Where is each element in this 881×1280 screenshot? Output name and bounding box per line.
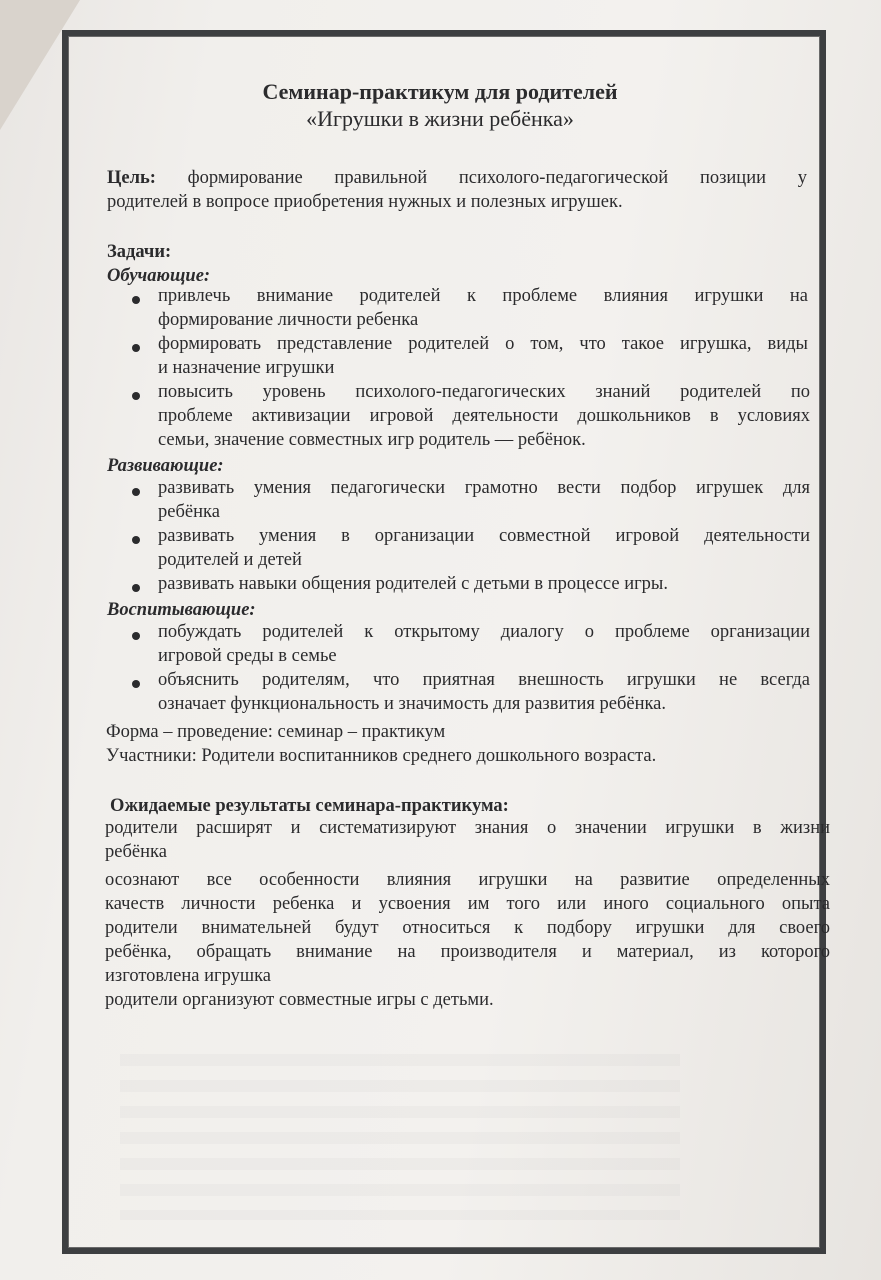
bullet [132, 488, 140, 496]
list-item-line: и назначение игрушки [158, 358, 335, 378]
bullet [132, 632, 140, 640]
list-item-line: побуждать родителей к открытому диалогу о проблеме организации [158, 622, 810, 642]
list-item [158, 620, 810, 668]
list-item-line: повысить уровень психолого-педагогических знаний родителей по [158, 382, 810, 402]
results-line: родители внимательней будут относиться к подбору игрушки для своего [105, 918, 830, 938]
list-item [158, 476, 810, 524]
list-item-line: развивать навыки общения родителей с детьми в процессе игры. [158, 574, 668, 594]
bullet [132, 296, 140, 304]
list-item-line: игровой среды в семье [158, 646, 337, 666]
results-line: ребёнка [105, 842, 167, 862]
list-item-line: формировать представление родителей о том, что такое игрушка, виды [158, 334, 808, 354]
list-item-line: проблеме активизации игровой деятельности дошкольников в условиях [158, 406, 810, 426]
bullet [132, 536, 140, 544]
results-line: родители расширят и систематизируют знания о значении игрушки в жизни [105, 818, 830, 838]
list-item [158, 380, 810, 452]
list-item-line: объяснить родителям, что приятная внешность игрушки не всегда [158, 670, 810, 690]
goal-label: Цель: [107, 168, 156, 188]
bullet [132, 680, 140, 688]
list-item-line: ребёнка [158, 502, 220, 522]
goal-line-1 [107, 166, 807, 190]
bullet [132, 344, 140, 352]
list-item [158, 668, 810, 716]
results-line: изготовлена игрушка [105, 966, 272, 986]
results-line: ребёнка, обращать внимание на производителя и материал, из которого [105, 942, 830, 962]
goal-text-1: формирование правильной психолого-педагогической позиции у [187, 168, 807, 188]
list-item [158, 572, 810, 596]
list-item [158, 332, 808, 380]
list-item [158, 524, 810, 572]
list-item-line: привлечь внимание родителей к проблеме влияния игрушки на [158, 286, 808, 306]
list-item-line: развивать умения в организации совместной игровой деятельности [158, 526, 810, 546]
bullet [132, 392, 140, 400]
group-heading-teaching: Обучающие: [107, 266, 211, 286]
list-item [158, 284, 808, 332]
list-item-line: развивать умения педагогически грамотно вести подбор игрушек для [158, 478, 810, 498]
tasks-heading: Задачи: [107, 242, 172, 262]
results-line: осознают все особенности влияния игрушки на развитие определенных [105, 870, 830, 890]
results-block [105, 816, 830, 1012]
participants-line: Участники: Родители воспитанников среднего дошкольного возраста. [106, 746, 657, 766]
group-heading-developing: Развивающие: [107, 456, 224, 476]
results-line: качеств личности ребенка и усвоения им того или иного социального опыта [105, 894, 830, 914]
group-heading-educating: Воспитывающие: [107, 600, 256, 620]
goal-line-2: родителей в вопросе приобретения нужных и полезных игрушек. [107, 192, 623, 212]
results-line: родители организуют совместные игры с детьми. [105, 990, 494, 1010]
bullet [132, 584, 140, 592]
title-line-2: «Игрушки в жизни ребёнка» [306, 106, 574, 131]
list-item-line: семьи, значение совместных игр родитель — ребёнок. [158, 430, 586, 450]
title-line-1: Семинар-практикум для родителей [262, 79, 618, 104]
list-item-line: родителей и детей [158, 550, 302, 570]
list-item-line: формирование личности ребенка [158, 310, 419, 330]
results-heading: Ожидаемые результаты семинара-практикума: [110, 796, 509, 816]
form-line: Форма – проведение: семинар – практикум [106, 722, 446, 742]
list-item-line: означает функциональность и значимость для развития ребёнка. [158, 694, 667, 714]
